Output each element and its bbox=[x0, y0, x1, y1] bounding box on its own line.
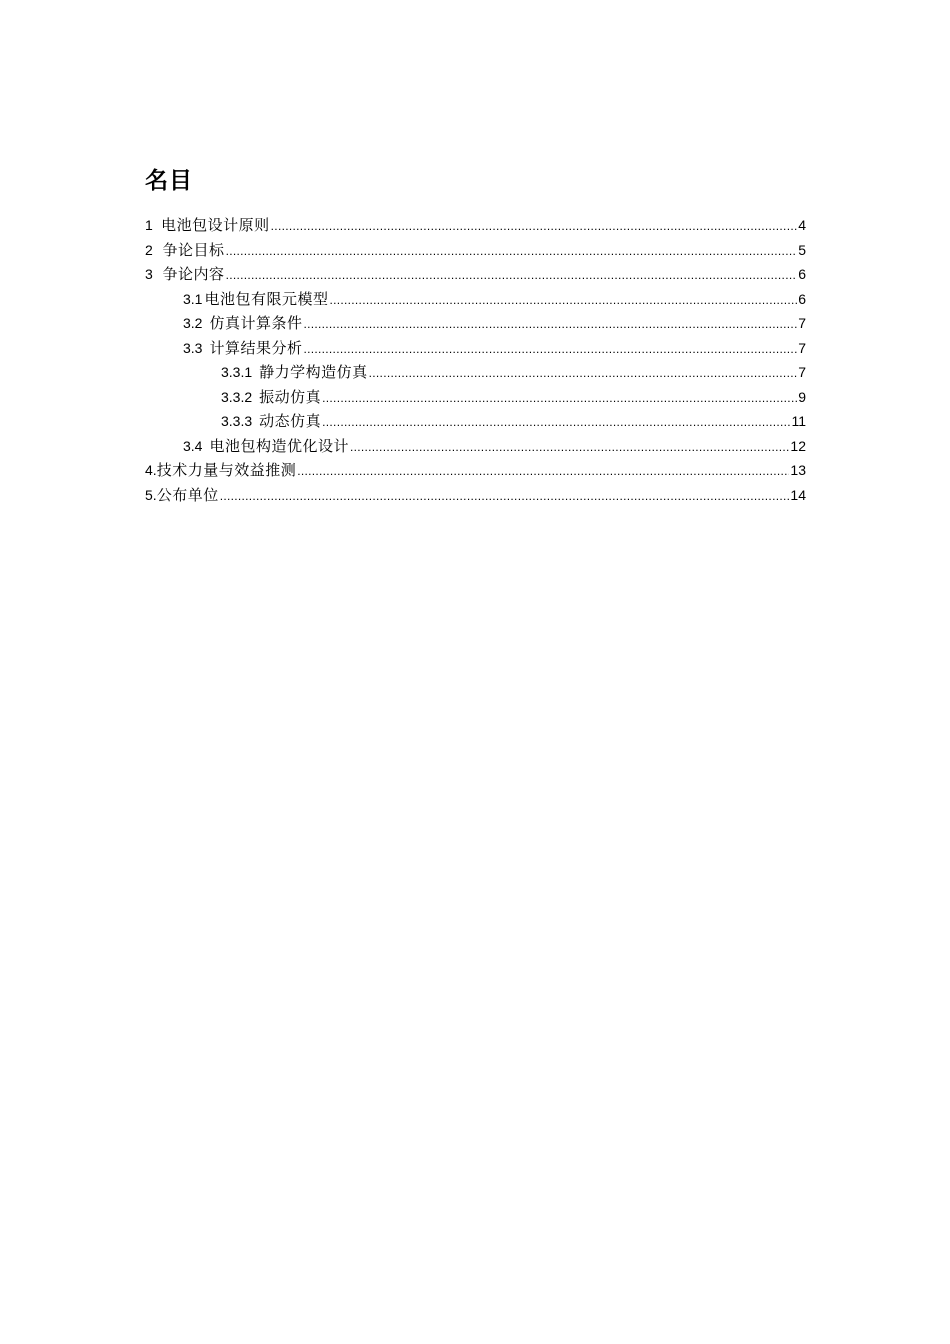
toc-entry-3-3-3[interactable] bbox=[145, 409, 806, 434]
toc-entry-number: 3.4 bbox=[183, 437, 203, 454]
toc-dot-leader bbox=[303, 337, 797, 362]
toc-entry-3-1[interactable] bbox=[145, 287, 806, 312]
toc-entry-number: 3.1 bbox=[183, 290, 203, 307]
toc-entry-page: 4 bbox=[798, 217, 806, 233]
toc-dot-leader bbox=[350, 435, 789, 460]
toc-dot-leader bbox=[271, 214, 798, 239]
toc-entry-text: 静力学构造仿真 bbox=[259, 363, 368, 381]
toc-entry-page: 7 bbox=[798, 364, 806, 380]
toc-entry-number: 3.2 bbox=[183, 315, 203, 331]
toc-entry-text: 计算结果分析 bbox=[209, 338, 303, 357]
toc-entry-3-3-1[interactable] bbox=[145, 360, 806, 385]
toc-entry-number: 3.3.1 bbox=[221, 364, 253, 380]
toc-entry-3-3-2[interactable] bbox=[145, 385, 806, 410]
table-of-contents bbox=[145, 213, 806, 507]
toc-entry-1[interactable] bbox=[145, 213, 806, 238]
toc-dot-leader bbox=[322, 410, 790, 435]
toc-entry-text: 电池包设计原则 bbox=[161, 216, 270, 234]
toc-entry-number: 3.3.3 bbox=[221, 413, 253, 429]
toc-entry-3[interactable] bbox=[145, 262, 806, 287]
toc-entry-page: 9 bbox=[798, 388, 806, 405]
toc-entry-number: 2 bbox=[145, 241, 153, 258]
toc-entry-page: 6 bbox=[798, 290, 806, 307]
toc-entry-page: 12 bbox=[790, 437, 806, 454]
toc-entry-number: 5. bbox=[145, 486, 157, 503]
toc-dot-leader bbox=[303, 312, 797, 337]
toc-entry-text: 技术力量与效益推测 bbox=[156, 461, 297, 479]
toc-dot-leader bbox=[226, 263, 798, 288]
toc-entry-3-4[interactable] bbox=[145, 434, 806, 459]
toc-entry-text: 电池包构造优化设计 bbox=[209, 436, 349, 455]
toc-dot-leader bbox=[220, 484, 790, 509]
toc-entry-page: 7 bbox=[798, 315, 806, 331]
toc-entry-page: 11 bbox=[791, 413, 806, 429]
toc-entry-2[interactable] bbox=[145, 238, 806, 263]
toc-entry-page: 5 bbox=[798, 241, 806, 258]
toc-entry-text: 电池包有限元模型 bbox=[204, 289, 329, 308]
toc-entry-number: 3.3.2 bbox=[221, 388, 253, 405]
toc-dot-leader bbox=[322, 386, 797, 411]
toc-entry-3-2[interactable] bbox=[145, 311, 806, 336]
toc-dot-leader bbox=[226, 239, 798, 264]
toc-entry-5[interactable] bbox=[145, 483, 806, 508]
toc-entry-text: 振动仿真 bbox=[259, 387, 322, 406]
toc-entry-number: 3.3 bbox=[183, 339, 203, 356]
toc-entry-page: 14 bbox=[790, 486, 806, 503]
toc-entry-text: 公布单位 bbox=[156, 485, 219, 504]
toc-entry-number: 4. bbox=[145, 462, 157, 478]
toc-dot-leader bbox=[369, 361, 798, 386]
toc-entry-page: 13 bbox=[790, 462, 806, 478]
toc-entry-text: 争论内容 bbox=[162, 265, 225, 283]
toc-entry-text: 仿真计算条件 bbox=[209, 314, 303, 332]
toc-entry-number: 3 bbox=[145, 266, 153, 282]
toc-title: 名目 bbox=[145, 168, 193, 194]
toc-entry-page: 6 bbox=[798, 266, 806, 282]
toc-dot-leader bbox=[297, 459, 789, 484]
toc-entry-text: 动态仿真 bbox=[259, 412, 322, 430]
toc-entry-text: 争论目标 bbox=[162, 240, 225, 259]
toc-entry-number: 1 bbox=[145, 217, 153, 233]
toc-entry-3-3[interactable] bbox=[145, 336, 806, 361]
toc-entry-4[interactable] bbox=[145, 458, 806, 483]
toc-dot-leader bbox=[329, 288, 797, 313]
toc-entry-page: 7 bbox=[798, 339, 806, 356]
